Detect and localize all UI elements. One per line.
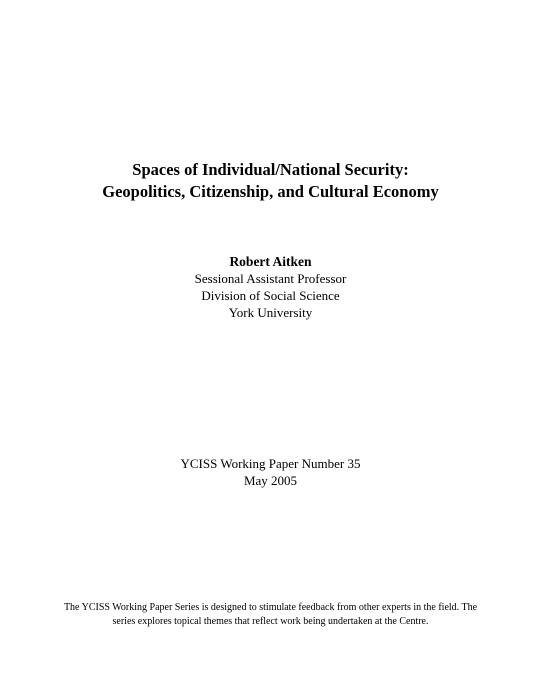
author-block	[0, 253, 541, 321]
paper-info	[0, 455, 541, 489]
title-line-1: Spaces of Individual/National Security:	[132, 160, 409, 179]
series-note-line-1: The YCISS Working Paper Series is designed to stimulate feedback from other experts in the field. The	[63, 602, 478, 613]
author-name: Robert Aitken	[229, 254, 312, 269]
author-institution: York University	[228, 305, 313, 320]
series-note-line-2: series explores topical themes that reflect work being undertaken at the Centre.	[112, 615, 429, 627]
series-note	[40, 601, 501, 628]
paper-title	[0, 159, 541, 203]
author-division: Division of Social Science	[201, 288, 340, 303]
title-line-2: Geopolitics, Citizenship, and Cultural Economy	[102, 182, 439, 201]
series-number: YCISS Working Paper Number 35	[180, 456, 361, 471]
publication-date: May 2005	[243, 473, 298, 488]
author-position: Sessional Assistant Professor	[194, 271, 347, 286]
